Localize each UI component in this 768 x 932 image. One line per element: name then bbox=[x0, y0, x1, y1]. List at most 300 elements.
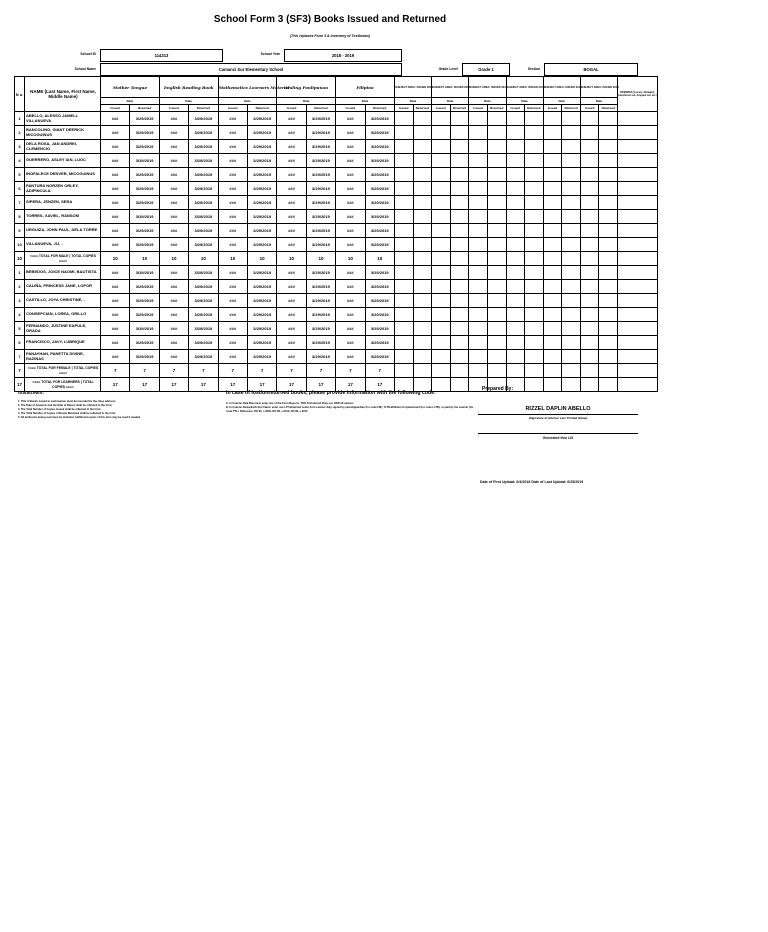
empty-cell[interactable] bbox=[543, 140, 562, 154]
returned-cell[interactable]: 3/29/2019 bbox=[247, 210, 276, 224]
returned-cell[interactable]: 3/29/2019 bbox=[306, 182, 335, 196]
remarks-cell[interactable] bbox=[618, 196, 658, 210]
empty-cell[interactable] bbox=[469, 196, 488, 210]
returned-cell[interactable]: 3/29/2019 bbox=[189, 336, 218, 350]
remarks-cell[interactable] bbox=[618, 154, 658, 168]
returned-cell[interactable]: 3/29/2019 bbox=[365, 182, 394, 196]
issued-cell[interactable]: ### bbox=[277, 126, 306, 140]
empty-cell[interactable] bbox=[580, 196, 599, 210]
empty-cell[interactable] bbox=[469, 266, 488, 280]
issued-cell[interactable]: ### bbox=[159, 196, 188, 210]
empty-cell[interactable] bbox=[487, 154, 506, 168]
returned-cell[interactable]: 3/29/2019 bbox=[365, 238, 394, 252]
returned-cell[interactable]: 3/29/2019 bbox=[247, 294, 276, 308]
issued-cell[interactable]: ### bbox=[159, 238, 188, 252]
empty-cell[interactable] bbox=[543, 126, 562, 140]
empty-cell[interactable] bbox=[580, 266, 599, 280]
returned-cell[interactable]: 3/29/2019 bbox=[306, 294, 335, 308]
empty-cell[interactable] bbox=[469, 238, 488, 252]
issued-cell[interactable]: ### bbox=[277, 182, 306, 196]
empty-cell[interactable] bbox=[543, 112, 562, 126]
issued-cell[interactable]: ### bbox=[277, 210, 306, 224]
returned-cell[interactable]: 3/29/2019 bbox=[306, 112, 335, 126]
remarks-cell[interactable] bbox=[618, 336, 658, 350]
empty-cell[interactable] bbox=[562, 182, 581, 196]
issued-cell[interactable]: ### bbox=[336, 126, 365, 140]
empty-cell[interactable] bbox=[506, 126, 525, 140]
empty-cell[interactable] bbox=[543, 182, 562, 196]
empty-cell[interactable] bbox=[562, 196, 581, 210]
empty-cell[interactable] bbox=[543, 266, 562, 280]
returned-cell[interactable]: 3/29/2019 bbox=[247, 336, 276, 350]
returned-cell[interactable]: 3/29/2019 bbox=[189, 224, 218, 238]
issued-cell[interactable]: ### bbox=[277, 224, 306, 238]
empty-cell[interactable] bbox=[469, 126, 488, 140]
empty-cell[interactable] bbox=[469, 140, 488, 154]
empty-cell[interactable] bbox=[599, 126, 618, 140]
issued-cell[interactable]: ### bbox=[336, 182, 365, 196]
empty-cell[interactable] bbox=[432, 266, 451, 280]
empty-cell[interactable] bbox=[487, 294, 506, 308]
issued-cell[interactable]: ### bbox=[336, 140, 365, 154]
returned-cell[interactable]: 3/29/2019 bbox=[189, 126, 218, 140]
empty-cell[interactable] bbox=[599, 294, 618, 308]
empty-cell[interactable] bbox=[432, 224, 451, 238]
empty-cell[interactable] bbox=[506, 210, 525, 224]
empty-cell[interactable] bbox=[450, 308, 469, 322]
empty-cell[interactable] bbox=[599, 196, 618, 210]
empty-cell[interactable] bbox=[450, 126, 469, 140]
returned-cell[interactable]: 3/29/2019 bbox=[130, 350, 159, 364]
issued-cell[interactable]: ### bbox=[159, 350, 188, 364]
empty-cell[interactable] bbox=[580, 210, 599, 224]
issued-cell[interactable]: ### bbox=[218, 294, 247, 308]
issued-cell[interactable]: ### bbox=[218, 196, 247, 210]
issued-cell[interactable]: ### bbox=[336, 112, 365, 126]
issued-cell[interactable]: ### bbox=[218, 322, 247, 336]
returned-cell[interactable]: 3/29/2019 bbox=[130, 336, 159, 350]
empty-cell[interactable] bbox=[506, 196, 525, 210]
issued-cell[interactable]: ### bbox=[101, 196, 130, 210]
issued-cell[interactable]: ### bbox=[101, 112, 130, 126]
returned-cell[interactable]: 3/29/2019 bbox=[306, 280, 335, 294]
empty-cell[interactable] bbox=[394, 294, 413, 308]
empty-cell[interactable] bbox=[543, 154, 562, 168]
returned-cell[interactable]: 3/29/2019 bbox=[130, 280, 159, 294]
empty-cell[interactable] bbox=[525, 336, 544, 350]
issued-cell[interactable]: ### bbox=[159, 308, 188, 322]
returned-cell[interactable]: 3/29/2019 bbox=[247, 154, 276, 168]
returned-cell[interactable]: 3/29/2019 bbox=[130, 196, 159, 210]
empty-cell[interactable] bbox=[432, 308, 451, 322]
issued-cell[interactable]: ### bbox=[101, 322, 130, 336]
empty-cell[interactable] bbox=[506, 224, 525, 238]
empty-cell[interactable] bbox=[469, 336, 488, 350]
empty-cell[interactable] bbox=[413, 112, 432, 126]
empty-cell[interactable] bbox=[394, 154, 413, 168]
empty-cell[interactable] bbox=[413, 196, 432, 210]
empty-cell[interactable] bbox=[506, 168, 525, 182]
returned-cell[interactable]: 3/29/2019 bbox=[130, 140, 159, 154]
grade-level-field[interactable]: Grade 1 bbox=[462, 63, 510, 76]
issued-cell[interactable]: ### bbox=[101, 266, 130, 280]
issued-cell[interactable]: ### bbox=[218, 168, 247, 182]
empty-cell[interactable] bbox=[525, 308, 544, 322]
empty-cell[interactable] bbox=[525, 294, 544, 308]
empty-cell[interactable] bbox=[487, 126, 506, 140]
issued-cell[interactable]: ### bbox=[101, 294, 130, 308]
empty-cell[interactable] bbox=[487, 336, 506, 350]
empty-cell[interactable] bbox=[413, 238, 432, 252]
returned-cell[interactable]: 3/29/2019 bbox=[306, 266, 335, 280]
empty-cell[interactable] bbox=[580, 322, 599, 336]
remarks-cell[interactable] bbox=[618, 280, 658, 294]
empty-cell[interactable] bbox=[394, 126, 413, 140]
empty-cell[interactable] bbox=[487, 224, 506, 238]
empty-cell[interactable] bbox=[543, 336, 562, 350]
returned-cell[interactable]: 3/29/2019 bbox=[189, 238, 218, 252]
empty-cell[interactable] bbox=[562, 168, 581, 182]
returned-cell[interactable]: 3/29/2019 bbox=[189, 322, 218, 336]
issued-cell[interactable]: ### bbox=[159, 112, 188, 126]
returned-cell[interactable]: 3/29/2019 bbox=[365, 126, 394, 140]
returned-cell[interactable]: 3/29/2019 bbox=[130, 294, 159, 308]
returned-cell[interactable]: 3/29/2019 bbox=[130, 154, 159, 168]
returned-cell[interactable]: 3/29/2019 bbox=[130, 126, 159, 140]
empty-cell[interactable] bbox=[469, 112, 488, 126]
empty-cell[interactable] bbox=[432, 322, 451, 336]
empty-cell[interactable] bbox=[562, 308, 581, 322]
returned-cell[interactable]: 3/29/2019 bbox=[306, 336, 335, 350]
issued-cell[interactable]: ### bbox=[218, 350, 247, 364]
empty-cell[interactable] bbox=[506, 294, 525, 308]
remarks-cell[interactable] bbox=[618, 224, 658, 238]
school-name-field[interactable]: Camanci Sur Elementary School bbox=[100, 63, 402, 76]
remarks-cell[interactable] bbox=[618, 140, 658, 154]
empty-cell[interactable] bbox=[394, 266, 413, 280]
empty-cell[interactable] bbox=[487, 140, 506, 154]
returned-cell[interactable]: 3/29/2019 bbox=[306, 140, 335, 154]
issued-cell[interactable]: ### bbox=[159, 224, 188, 238]
returned-cell[interactable]: 3/29/2019 bbox=[306, 168, 335, 182]
empty-cell[interactable] bbox=[413, 322, 432, 336]
empty-cell[interactable] bbox=[599, 322, 618, 336]
remarks-cell[interactable] bbox=[618, 266, 658, 280]
returned-cell[interactable]: 3/29/2019 bbox=[247, 350, 276, 364]
empty-cell[interactable] bbox=[413, 266, 432, 280]
issued-cell[interactable]: ### bbox=[277, 168, 306, 182]
empty-cell[interactable] bbox=[413, 140, 432, 154]
empty-cell[interactable] bbox=[506, 112, 525, 126]
returned-cell[interactable]: 3/29/2019 bbox=[247, 126, 276, 140]
returned-cell[interactable]: 3/29/2019 bbox=[365, 210, 394, 224]
returned-cell[interactable]: 3/29/2019 bbox=[365, 266, 394, 280]
returned-cell[interactable]: 3/29/2019 bbox=[306, 350, 335, 364]
empty-cell[interactable] bbox=[599, 154, 618, 168]
returned-cell[interactable]: 3/29/2019 bbox=[189, 210, 218, 224]
returned-cell[interactable]: 3/29/2019 bbox=[365, 154, 394, 168]
empty-cell[interactable] bbox=[450, 168, 469, 182]
empty-cell[interactable] bbox=[394, 238, 413, 252]
empty-cell[interactable] bbox=[450, 112, 469, 126]
issued-cell[interactable]: ### bbox=[101, 224, 130, 238]
section-field[interactable]: BOGAL bbox=[544, 63, 638, 76]
returned-cell[interactable]: 3/29/2019 bbox=[365, 322, 394, 336]
empty-cell[interactable] bbox=[469, 182, 488, 196]
issued-cell[interactable]: ### bbox=[336, 350, 365, 364]
returned-cell[interactable]: 3/29/2019 bbox=[247, 112, 276, 126]
issued-cell[interactable]: ### bbox=[218, 266, 247, 280]
issued-cell[interactable]: ### bbox=[101, 308, 130, 322]
remarks-cell[interactable] bbox=[618, 210, 658, 224]
empty-cell[interactable] bbox=[432, 154, 451, 168]
empty-cell[interactable] bbox=[413, 294, 432, 308]
issued-cell[interactable]: ### bbox=[336, 224, 365, 238]
school-year-field[interactable]: 2018 - 2019 bbox=[284, 49, 402, 62]
empty-cell[interactable] bbox=[562, 154, 581, 168]
empty-cell[interactable] bbox=[599, 168, 618, 182]
issued-cell[interactable]: ### bbox=[101, 350, 130, 364]
empty-cell[interactable] bbox=[413, 210, 432, 224]
empty-cell[interactable] bbox=[525, 168, 544, 182]
empty-cell[interactable] bbox=[432, 336, 451, 350]
empty-cell[interactable] bbox=[450, 140, 469, 154]
returned-cell[interactable]: 3/29/2019 bbox=[130, 308, 159, 322]
empty-cell[interactable] bbox=[599, 112, 618, 126]
returned-cell[interactable]: 3/29/2019 bbox=[130, 182, 159, 196]
empty-cell[interactable] bbox=[580, 140, 599, 154]
empty-cell[interactable] bbox=[580, 280, 599, 294]
empty-cell[interactable] bbox=[599, 238, 618, 252]
empty-cell[interactable] bbox=[506, 238, 525, 252]
remarks-cell[interactable] bbox=[618, 182, 658, 196]
empty-cell[interactable] bbox=[525, 322, 544, 336]
returned-cell[interactable]: 3/29/2019 bbox=[247, 182, 276, 196]
empty-cell[interactable] bbox=[487, 280, 506, 294]
issued-cell[interactable]: ### bbox=[218, 154, 247, 168]
empty-cell[interactable] bbox=[543, 168, 562, 182]
empty-cell[interactable] bbox=[487, 182, 506, 196]
empty-cell[interactable] bbox=[580, 224, 599, 238]
returned-cell[interactable]: 3/29/2019 bbox=[306, 322, 335, 336]
empty-cell[interactable] bbox=[562, 336, 581, 350]
issued-cell[interactable]: ### bbox=[218, 112, 247, 126]
returned-cell[interactable]: 3/29/2019 bbox=[189, 196, 218, 210]
empty-cell[interactable] bbox=[599, 280, 618, 294]
empty-cell[interactable] bbox=[506, 322, 525, 336]
empty-cell[interactable] bbox=[413, 126, 432, 140]
empty-cell[interactable] bbox=[394, 210, 413, 224]
returned-cell[interactable]: 3/29/2019 bbox=[365, 196, 394, 210]
issued-cell[interactable]: ### bbox=[336, 280, 365, 294]
empty-cell[interactable] bbox=[487, 238, 506, 252]
issued-cell[interactable]: ### bbox=[159, 210, 188, 224]
remarks-cell[interactable] bbox=[618, 126, 658, 140]
issued-cell[interactable]: ### bbox=[101, 210, 130, 224]
empty-cell[interactable] bbox=[469, 350, 488, 364]
empty-cell[interactable] bbox=[487, 168, 506, 182]
issued-cell[interactable]: ### bbox=[277, 112, 306, 126]
empty-cell[interactable] bbox=[450, 350, 469, 364]
issued-cell[interactable]: ### bbox=[101, 238, 130, 252]
issued-cell[interactable]: ### bbox=[101, 140, 130, 154]
empty-cell[interactable] bbox=[543, 308, 562, 322]
empty-cell[interactable] bbox=[506, 350, 525, 364]
empty-cell[interactable] bbox=[394, 112, 413, 126]
empty-cell[interactable] bbox=[525, 350, 544, 364]
empty-cell[interactable] bbox=[394, 168, 413, 182]
empty-cell[interactable] bbox=[432, 126, 451, 140]
empty-cell[interactable] bbox=[506, 266, 525, 280]
empty-cell[interactable] bbox=[525, 126, 544, 140]
returned-cell[interactable]: 3/29/2019 bbox=[189, 266, 218, 280]
empty-cell[interactable] bbox=[543, 238, 562, 252]
empty-cell[interactable] bbox=[469, 294, 488, 308]
empty-cell[interactable] bbox=[525, 224, 544, 238]
empty-cell[interactable] bbox=[432, 140, 451, 154]
returned-cell[interactable]: 3/29/2019 bbox=[247, 238, 276, 252]
empty-cell[interactable] bbox=[599, 350, 618, 364]
empty-cell[interactable] bbox=[413, 336, 432, 350]
issued-cell[interactable]: ### bbox=[277, 154, 306, 168]
empty-cell[interactable] bbox=[394, 182, 413, 196]
returned-cell[interactable]: 3/29/2019 bbox=[130, 224, 159, 238]
empty-cell[interactable] bbox=[432, 350, 451, 364]
issued-cell[interactable]: ### bbox=[218, 336, 247, 350]
returned-cell[interactable]: 3/29/2019 bbox=[189, 112, 218, 126]
issued-cell[interactable]: ### bbox=[101, 280, 130, 294]
empty-cell[interactable] bbox=[562, 140, 581, 154]
empty-cell[interactable] bbox=[394, 280, 413, 294]
issued-cell[interactable]: ### bbox=[336, 322, 365, 336]
issued-cell[interactable]: ### bbox=[336, 154, 365, 168]
empty-cell[interactable] bbox=[432, 196, 451, 210]
empty-cell[interactable] bbox=[469, 322, 488, 336]
empty-cell[interactable] bbox=[394, 196, 413, 210]
empty-cell[interactable] bbox=[525, 196, 544, 210]
issued-cell[interactable]: ### bbox=[336, 266, 365, 280]
returned-cell[interactable]: 3/29/2019 bbox=[306, 308, 335, 322]
remarks-cell[interactable] bbox=[618, 112, 658, 126]
returned-cell[interactable]: 3/29/2019 bbox=[247, 168, 276, 182]
empty-cell[interactable] bbox=[562, 238, 581, 252]
returned-cell[interactable]: 3/29/2019 bbox=[189, 350, 218, 364]
empty-cell[interactable] bbox=[450, 322, 469, 336]
empty-cell[interactable] bbox=[469, 210, 488, 224]
issued-cell[interactable]: ### bbox=[218, 182, 247, 196]
empty-cell[interactable] bbox=[580, 308, 599, 322]
empty-cell[interactable] bbox=[543, 210, 562, 224]
empty-cell[interactable] bbox=[506, 280, 525, 294]
empty-cell[interactable] bbox=[394, 224, 413, 238]
issued-cell[interactable]: ### bbox=[277, 322, 306, 336]
issued-cell[interactable]: ### bbox=[336, 294, 365, 308]
issued-cell[interactable]: ### bbox=[101, 154, 130, 168]
issued-cell[interactable]: ### bbox=[336, 336, 365, 350]
empty-cell[interactable] bbox=[432, 112, 451, 126]
issued-cell[interactable]: ### bbox=[336, 308, 365, 322]
empty-cell[interactable] bbox=[599, 182, 618, 196]
empty-cell[interactable] bbox=[543, 280, 562, 294]
returned-cell[interactable]: 3/29/2019 bbox=[306, 196, 335, 210]
issued-cell[interactable]: ### bbox=[101, 126, 130, 140]
returned-cell[interactable]: 3/29/2019 bbox=[306, 126, 335, 140]
empty-cell[interactable] bbox=[580, 336, 599, 350]
empty-cell[interactable] bbox=[413, 182, 432, 196]
returned-cell[interactable]: 3/29/2019 bbox=[306, 238, 335, 252]
empty-cell[interactable] bbox=[450, 294, 469, 308]
issued-cell[interactable]: ### bbox=[218, 140, 247, 154]
empty-cell[interactable] bbox=[562, 224, 581, 238]
empty-cell[interactable] bbox=[525, 280, 544, 294]
issued-cell[interactable]: ### bbox=[336, 238, 365, 252]
issued-cell[interactable]: ### bbox=[277, 294, 306, 308]
returned-cell[interactable]: 3/29/2019 bbox=[130, 238, 159, 252]
school-id-field[interactable]: 114313 bbox=[100, 49, 223, 62]
empty-cell[interactable] bbox=[599, 336, 618, 350]
issued-cell[interactable]: ### bbox=[336, 210, 365, 224]
empty-cell[interactable] bbox=[394, 308, 413, 322]
returned-cell[interactable]: 3/29/2019 bbox=[189, 280, 218, 294]
issued-cell[interactable]: ### bbox=[159, 322, 188, 336]
empty-cell[interactable] bbox=[599, 210, 618, 224]
empty-cell[interactable] bbox=[562, 210, 581, 224]
empty-cell[interactable] bbox=[580, 154, 599, 168]
empty-cell[interactable] bbox=[394, 140, 413, 154]
returned-cell[interactable]: 3/29/2019 bbox=[306, 154, 335, 168]
empty-cell[interactable] bbox=[469, 280, 488, 294]
issued-cell[interactable]: ### bbox=[277, 238, 306, 252]
empty-cell[interactable] bbox=[562, 294, 581, 308]
issued-cell[interactable]: ### bbox=[159, 126, 188, 140]
returned-cell[interactable]: 3/29/2019 bbox=[130, 112, 159, 126]
empty-cell[interactable] bbox=[543, 350, 562, 364]
remarks-cell[interactable] bbox=[618, 168, 658, 182]
empty-cell[interactable] bbox=[469, 308, 488, 322]
issued-cell[interactable]: ### bbox=[336, 196, 365, 210]
empty-cell[interactable] bbox=[562, 266, 581, 280]
empty-cell[interactable] bbox=[394, 322, 413, 336]
returned-cell[interactable]: 3/29/2019 bbox=[365, 336, 394, 350]
empty-cell[interactable] bbox=[394, 336, 413, 350]
returned-cell[interactable]: 3/29/2019 bbox=[365, 280, 394, 294]
issued-cell[interactable]: ### bbox=[159, 168, 188, 182]
empty-cell[interactable] bbox=[506, 336, 525, 350]
empty-cell[interactable] bbox=[450, 154, 469, 168]
returned-cell[interactable]: 3/29/2019 bbox=[189, 168, 218, 182]
empty-cell[interactable] bbox=[525, 210, 544, 224]
empty-cell[interactable] bbox=[432, 280, 451, 294]
empty-cell[interactable] bbox=[413, 350, 432, 364]
issued-cell[interactable]: ### bbox=[101, 182, 130, 196]
returned-cell[interactable]: 3/29/2019 bbox=[247, 140, 276, 154]
returned-cell[interactable]: 3/29/2019 bbox=[365, 224, 394, 238]
returned-cell[interactable]: 3/29/2019 bbox=[130, 168, 159, 182]
empty-cell[interactable] bbox=[487, 112, 506, 126]
empty-cell[interactable] bbox=[525, 112, 544, 126]
empty-cell[interactable] bbox=[543, 224, 562, 238]
issued-cell[interactable]: ### bbox=[218, 224, 247, 238]
empty-cell[interactable] bbox=[562, 112, 581, 126]
returned-cell[interactable]: 3/29/2019 bbox=[365, 294, 394, 308]
issued-cell[interactable]: ### bbox=[159, 280, 188, 294]
returned-cell[interactable]: 3/29/2019 bbox=[247, 280, 276, 294]
returned-cell[interactable]: 3/29/2019 bbox=[247, 308, 276, 322]
empty-cell[interactable] bbox=[487, 350, 506, 364]
empty-cell[interactable] bbox=[450, 210, 469, 224]
issued-cell[interactable]: ### bbox=[277, 308, 306, 322]
returned-cell[interactable]: 3/29/2019 bbox=[130, 266, 159, 280]
